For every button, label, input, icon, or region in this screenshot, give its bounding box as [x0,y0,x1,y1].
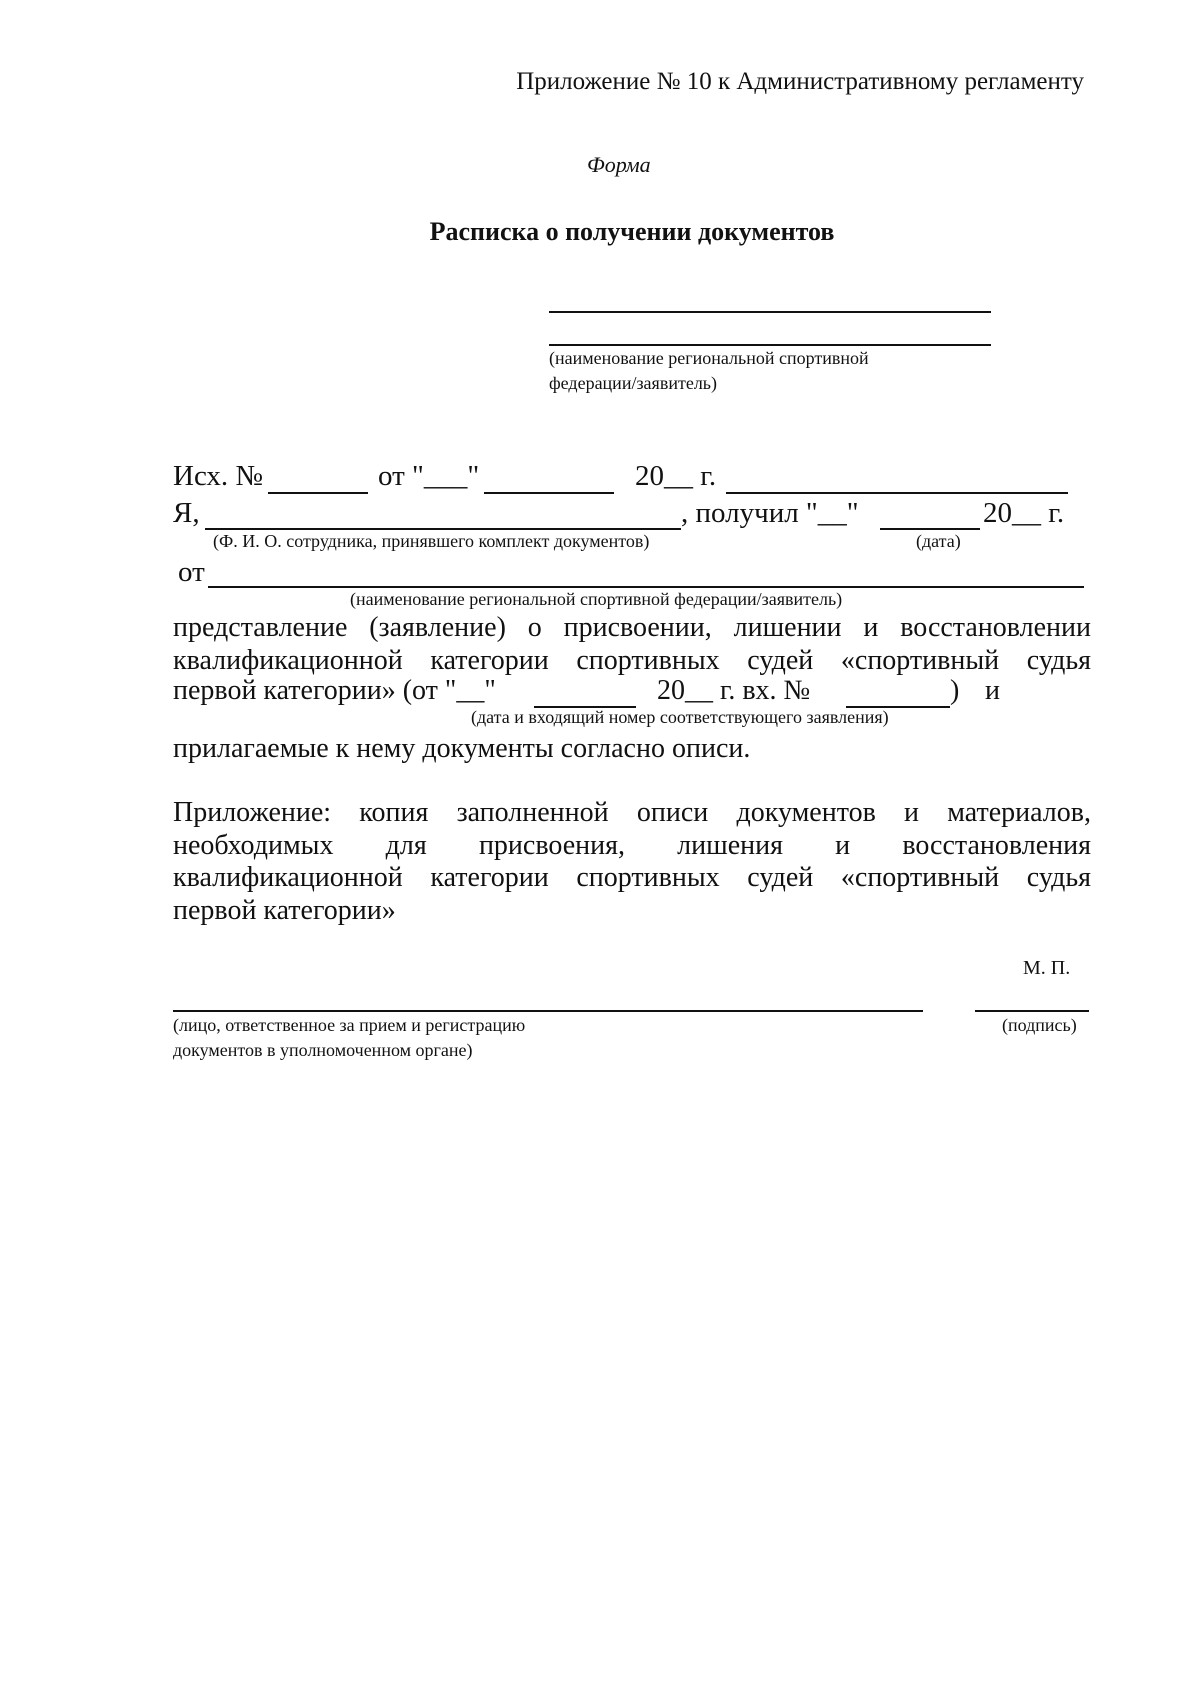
outgoing-extra-blank [726,492,1068,494]
outgoing-month-blank [484,492,614,494]
statement-line-3-start: первой категории» (от "__" [173,675,496,706]
outgoing-from-label: от "___" [378,460,480,492]
statement-paragraph [173,612,1091,677]
form-label: Форма [587,152,651,177]
appendix-reference: Приложение № 10 к Административному регламенту [516,68,1084,95]
attachment-line-2: необходимых для присвоения, лишения и восстановления [173,829,1091,861]
attachment-line-1: Приложение: копия заполненной описи документов и материалов, [173,797,1091,828]
received-year-label: 20__ г. [983,497,1065,529]
attachment-line-3: квалификационной категории спортивных судей «спортивный судья [173,862,1091,893]
from-blank [208,586,1084,588]
stamp-placeholder: М. П. [1023,957,1071,979]
statement-line-4: прилагаемые к нему документы согласно описи. [173,733,751,764]
application-date-caption: (дата и входящий номер соответствующего заявления) [471,707,889,727]
addressee-line-2 [549,344,991,346]
addressee-caption-2: федерации/заявитель) [549,373,718,393]
received-month-blank [880,528,980,530]
statement-line-3-close: ) [950,675,960,706]
received-i-label: Я, [173,497,200,529]
attachment-paragraph [173,797,1091,927]
received-date-caption: (дата) [916,531,961,551]
addressee-caption-1: (наименование региональной спортивной [549,348,869,368]
document-title: Расписка о получении документов [429,217,835,246]
employee-name-blank [205,528,681,530]
responsible-person-caption-1: (лицо, ответственное за прием и регистрацию [173,1015,526,1035]
statement-line-3-and: и [985,675,1000,706]
signature-caption: (подпись) [1002,1015,1077,1035]
statement-line-3-year: 20__ г. вх. № [657,675,811,706]
attachment-line-4: первой категории» [173,894,396,926]
addressee-line-1 [549,311,991,313]
employee-name-caption: (Ф. И. О. сотрудника, принявшего комплект документов) [213,531,650,551]
outgoing-number-blank [268,492,368,494]
received-label: , получил "__" [681,497,859,529]
statement-line-1: представление (заявление) о присвоении, лишении и восстановлении [173,612,1091,643]
statement-line-2: квалификационной категории спортивных судей «спортивный судья [173,644,1091,676]
outgoing-year-label: 20__ г. [635,460,717,492]
outgoing-number-label: Исх. № [173,460,264,492]
from-label: от [178,556,205,588]
responsible-person-line [173,1010,923,1012]
from-caption: (наименование региональной спортивной федерации/заявитель) [350,589,843,609]
responsible-person-caption-2: документов в уполномоченном органе) [173,1040,473,1060]
signature-line [975,1010,1089,1012]
